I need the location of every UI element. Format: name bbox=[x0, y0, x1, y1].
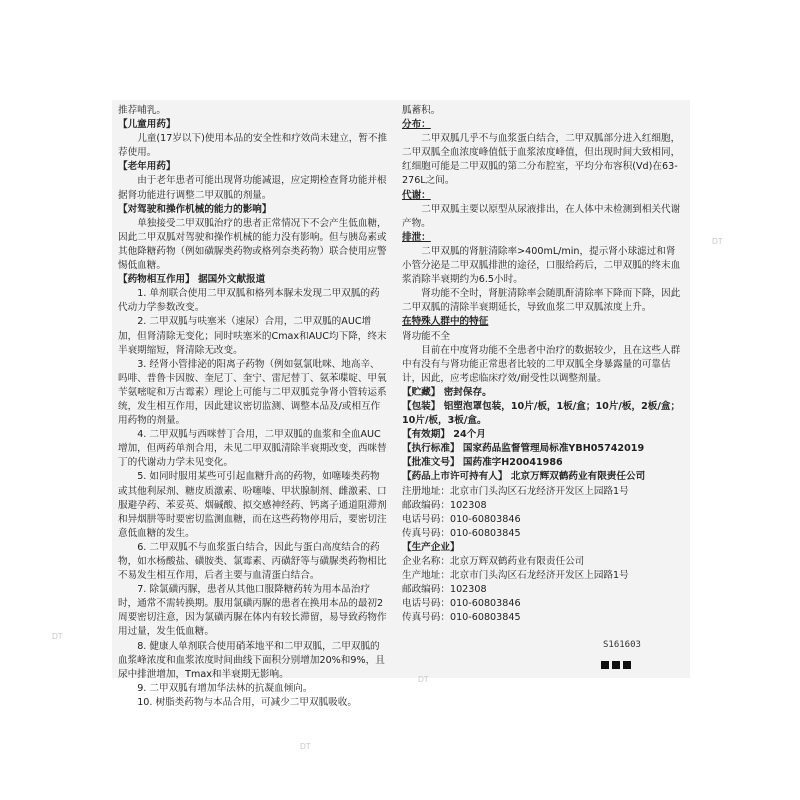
section-heading: 【贮藏】 密封保存。 bbox=[402, 386, 492, 398]
subsection-heading: 分布： bbox=[402, 119, 431, 131]
text-line: 传真号码：010-60803845 bbox=[402, 612, 521, 624]
paragraph: 4. 二甲双胍与西咪替丁合用，二甲双胍的血浆和全血AUC增加，但两药单剂合用，未见二甲双胍清除半衰期改变，西咪替丁的代谢动力学未见变化。 bbox=[118, 429, 387, 469]
left-text-column bbox=[118, 104, 388, 710]
text-line: 企业名称：北京万辉双鹤药业有限责任公司 bbox=[402, 556, 585, 567]
watermark: DT bbox=[52, 632, 63, 641]
print-mark bbox=[601, 661, 609, 669]
watermark: DT bbox=[300, 742, 311, 751]
text-line: 电话号码：010-60803846 bbox=[402, 598, 521, 610]
paragraph: 3. 经肾小管排泌的阳离子药物（例如氨氯吡咪、地高辛、吗啡、普鲁卡因胺、奎尼丁、奎宁、雷尼替丁、氨苯喋啶、甲氧苄氨嘧啶和万古霉素）理论上可能与二甲双胍竞争肾小管转运系统，发生相互作用，因此建议密切监测、调整本品及/或相互作用药物的剂量。 bbox=[118, 358, 387, 427]
section-heading: 【对驾驶和操作机械的能力的影响】 bbox=[118, 203, 272, 215]
paragraph: 由于老年患者可能出现肾功能减退，应定期检查肾功能并根据肾功能进行调整二甲双胍的剂量。 bbox=[118, 175, 387, 201]
print-marks bbox=[601, 654, 634, 673]
watermark: DT bbox=[418, 675, 429, 684]
paragraph: 二甲双胍的肾脏清除率>400mL/min，提示肾小球滤过和肾小管分泌是二甲双胍排泄的途径，口服给药后，二甲双胍的终末血浆消除半衰期约为6.5小时。 bbox=[402, 245, 681, 286]
paragraph: 儿童(17岁以下)使用本品的安全性和疗效尚未建立，暂不推荐使用。 bbox=[118, 133, 388, 159]
paragraph: 8. 健康人单剂联合使用硝苯地平和二甲双胍，二甲双胍的血浆峰浓度和血浆浓度时间曲线下面积分别增加20%和9%，且尿中排泄增加，Tmax和半衰期无影响。 bbox=[118, 640, 385, 680]
text-line: 注册地址：北京市门头沟区石龙经济开发区上园路1号 bbox=[402, 485, 629, 497]
paragraph: 1. 单剂联合使用二甲双胍和格列本脲未发现二甲双胍的药代动力学参数改变。 bbox=[118, 288, 380, 314]
text-line: 生产地址：北京市门头沟区石龙经济开发区上园路1号 bbox=[402, 570, 629, 582]
text-line: 胍蓄积。 bbox=[402, 105, 441, 116]
section-heading: 【药物相互作用】 据国外文献报道 bbox=[118, 274, 266, 286]
paragraph: 10. 树脂类药物与本品合用，可减少二甲双胍吸收。 bbox=[137, 696, 357, 708]
paragraph: 二甲双胍几乎不与血浆蛋白结合，二甲双胍部分进入红细胞，二甲双胍全血浓度峰值低于血浆浓度峰值，但出现时间大致相同，红细胞可能是二甲双胍的第二分布腔室，平均分布容积(Vd)在63-276L之间。 bbox=[402, 133, 681, 187]
paragraph: 二甲双胍主要以原型从尿液排出，在人体中未检测到相关代谢产物。 bbox=[402, 203, 681, 229]
print-mark bbox=[623, 661, 631, 669]
subsection-heading: 在特殊人群中的特征 bbox=[402, 316, 489, 328]
section-heading: 【儿童用药】 bbox=[118, 119, 176, 131]
paragraph: 肾功能不全时，肾脏清除率会随肌酐清除率下降而下降，因此二甲双胍的清除半衰期延长，导致血浆二甲双胍浓度上升。 bbox=[402, 288, 681, 314]
paragraph: 7. 除氯磺丙脲，患者从其他口服降糖药转为用本品治疗时，通常不需转换期。服用氯磺丙脲的患者在换用本品的最初2周要密切注意，因为氯磺丙脲在体内有较长滞留，易导致药物作用过量，发生低血糖。 bbox=[118, 584, 387, 638]
print-code: S161603 bbox=[603, 640, 641, 650]
section-heading: 【生产企业】 bbox=[402, 541, 460, 553]
subsection-heading: 排泄： bbox=[402, 231, 431, 243]
section-heading: 【药品上市许可持有人】 北京万辉双鹤药业有限责任公司 bbox=[402, 471, 646, 483]
subsection-heading: 代谢： bbox=[402, 189, 431, 201]
paragraph: 6. 二甲双胍不与血浆蛋白结合，因此与蛋白高度结合的药物，如水杨酸盐、磺胺类、氯霉素、丙磺舒等与磺脲类药物相比不易发生相互作用，后者主要与血清蛋白结合。 bbox=[118, 541, 387, 582]
right-text-column bbox=[402, 104, 684, 625]
section-heading: 【老年用药】 bbox=[118, 161, 176, 173]
section-heading: 【批准文号】 国药准字H20041986 bbox=[402, 457, 563, 469]
print-mark bbox=[612, 661, 620, 669]
watermark: DT bbox=[712, 237, 723, 246]
text-line: 肾功能不全 bbox=[402, 330, 450, 342]
text-line: 邮政编码：102308 bbox=[402, 584, 487, 596]
section-heading: 【执行标准】 国家药品监督管理局标准YBH05742019 bbox=[402, 443, 645, 455]
section-heading: 【有效期】 24个月 bbox=[402, 429, 486, 441]
paragraph: 9. 二甲双胍有增加华法林的抗凝血倾向。 bbox=[137, 682, 313, 694]
section-heading: 【包装】 铝塑泡罩包装，10片/板，1板/盒；10片/板，2板/盒；10片/板，3板/盒。 bbox=[402, 400, 681, 427]
text-line: 电话号码：010-60803846 bbox=[402, 513, 521, 525]
paragraph: 2. 二甲双胍与呋塞米（速尿）合用，二甲双胍的AUC增加，但肾清除无变化；同时呋塞米的Cmax和AUC均下降，终末半衰期缩短，肾清除无改变。 bbox=[118, 316, 387, 356]
text-line: 邮政编码：102308 bbox=[402, 499, 487, 511]
text-line: 推荐哺乳。 bbox=[118, 105, 166, 116]
paragraph: 目前在中度肾功能不全患者中治疗的数据较少，且在这些人群中有没有与肾功能正常患者比较的二甲双胍全身暴露量的可靠估计，因此，应考虑临床疗效/耐受性以调整剂量。 bbox=[402, 344, 681, 384]
paragraph: 单独接受二甲双胍治疗的患者正常情况下不会产生低血糖，因此二甲双胍对驾驶和操作机械的能力没有影响。但与胰岛素或其他降糖药物（例如磺脲类药物或格列奈类药物）联合使用应警惕低血糖。 bbox=[118, 217, 387, 272]
paragraph: 5. 如同时服用某些可引起血糖升高的药物，如噻嗪类药物或其他利尿剂、糖皮质激素、吩噻嗪、甲状腺制剂、雌激素、口服避孕药、苯妥英、烟碱酸、拟交感神经药、钙离子通道阻滞剂和异烟肼等时要密切监测血糖，而在这些药物停用后，要密切注意低血糖的发生。 bbox=[118, 471, 387, 539]
text-line: 传真号码：010-60803845 bbox=[402, 527, 521, 539]
